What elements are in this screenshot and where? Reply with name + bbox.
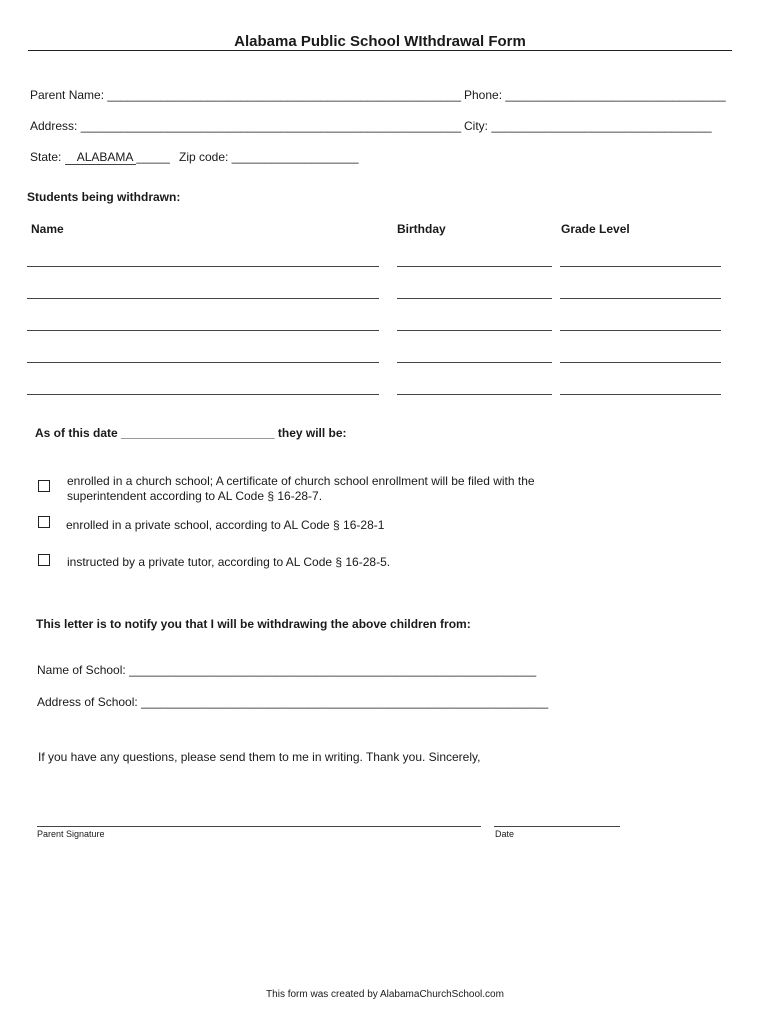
column-header-name: Name — [31, 222, 64, 236]
church-school-checkbox[interactable] — [38, 480, 50, 492]
address-blank: _________________________________________________________ — [80, 119, 462, 133]
private-school-checkbox[interactable] — [38, 516, 50, 528]
parent-name-label: Parent Name: — [30, 88, 105, 102]
school-address-blank: _____________________________________________________________ — [141, 695, 549, 709]
city-label: City: — [464, 119, 488, 133]
student-name-line[interactable] — [27, 298, 379, 299]
student-grade-line[interactable] — [560, 266, 721, 267]
school-name-label: Name of School: — [37, 663, 126, 677]
student-name-line[interactable] — [27, 330, 379, 331]
private-tutor-option: instructed by a private tutor, according to AL Code § 16-28-5. — [67, 555, 391, 569]
student-name-line[interactable] — [27, 266, 379, 267]
private-school-option: enrolled in a private school, according to AL Code § 16-28-1 — [66, 518, 385, 532]
footer-credit: This form was created by AlabamaChurchSchool.com — [266, 989, 504, 1000]
school-name-blank: _____________________________________________________________ — [129, 663, 537, 677]
address-field[interactable] — [30, 119, 461, 133]
as-of-date-field[interactable] — [35, 426, 347, 440]
student-grade-line[interactable] — [560, 362, 721, 363]
as-of-prefix: As of this date — [35, 426, 118, 440]
as-of-suffix: they will be: — [277, 426, 347, 440]
student-birthday-line[interactable] — [397, 362, 552, 363]
student-birthday-line[interactable] — [397, 330, 552, 331]
date-label: Date — [495, 829, 515, 839]
student-birthday-line[interactable] — [397, 266, 552, 267]
student-birthday-line[interactable] — [397, 298, 552, 299]
student-grade-line[interactable] — [560, 298, 721, 299]
state-field[interactable] — [30, 150, 170, 165]
student-birthday-line[interactable] — [397, 394, 552, 395]
as-of-blank: _______________________ — [121, 426, 275, 440]
student-grade-line[interactable] — [560, 394, 721, 395]
city-blank: _________________________________ — [491, 119, 712, 133]
zip-field[interactable] — [179, 150, 359, 164]
state-blank: _____ — [136, 150, 170, 164]
parent-signature-line[interactable] — [37, 826, 481, 827]
form-title: Alabama Public School WIthdrawal Form — [234, 33, 526, 50]
private-tutor-checkbox[interactable] — [38, 554, 50, 566]
student-name-line[interactable] — [27, 362, 379, 363]
school-address-label: Address of School: — [37, 695, 138, 709]
address-label: Address: — [30, 119, 78, 133]
questions-text: If you have any questions, please send them to me in writing. Thank you. Sincerely, — [38, 750, 481, 764]
church-school-option-line1: enrolled in a church school; A certificate of church school enrollment will be filed with the — [67, 474, 535, 488]
student-grade-line[interactable] — [560, 330, 721, 331]
zip-blank: ___________________ — [231, 150, 359, 164]
date-line[interactable] — [494, 826, 620, 827]
column-header-grade: Grade Level — [561, 222, 630, 236]
parent-signature-label: Parent Signature — [37, 829, 105, 839]
phone-label: Phone: — [464, 88, 503, 102]
phone-blank: _________________________________ — [505, 88, 726, 102]
zip-label: Zip code: — [179, 150, 229, 164]
notify-text: This letter is to notify you that I will be withdrawing the above children from: — [36, 617, 471, 631]
student-name-line[interactable] — [27, 394, 379, 395]
students-heading: Students being withdrawn: — [27, 190, 181, 204]
phone-field[interactable] — [464, 88, 726, 102]
parent-name-blank: _____________________________________________________ — [107, 88, 462, 102]
school-address-field[interactable] — [37, 695, 548, 709]
title-rule — [28, 50, 732, 51]
church-school-option-line2: superintendent according to AL Code § 16-28-7. — [67, 489, 323, 503]
column-header-birthday: Birthday — [397, 222, 446, 236]
state-label: State: — [30, 150, 62, 164]
school-name-field[interactable] — [37, 663, 536, 677]
city-field[interactable] — [464, 119, 712, 133]
state-value: ALABAMA — [65, 151, 137, 165]
parent-name-field[interactable] — [30, 88, 461, 102]
